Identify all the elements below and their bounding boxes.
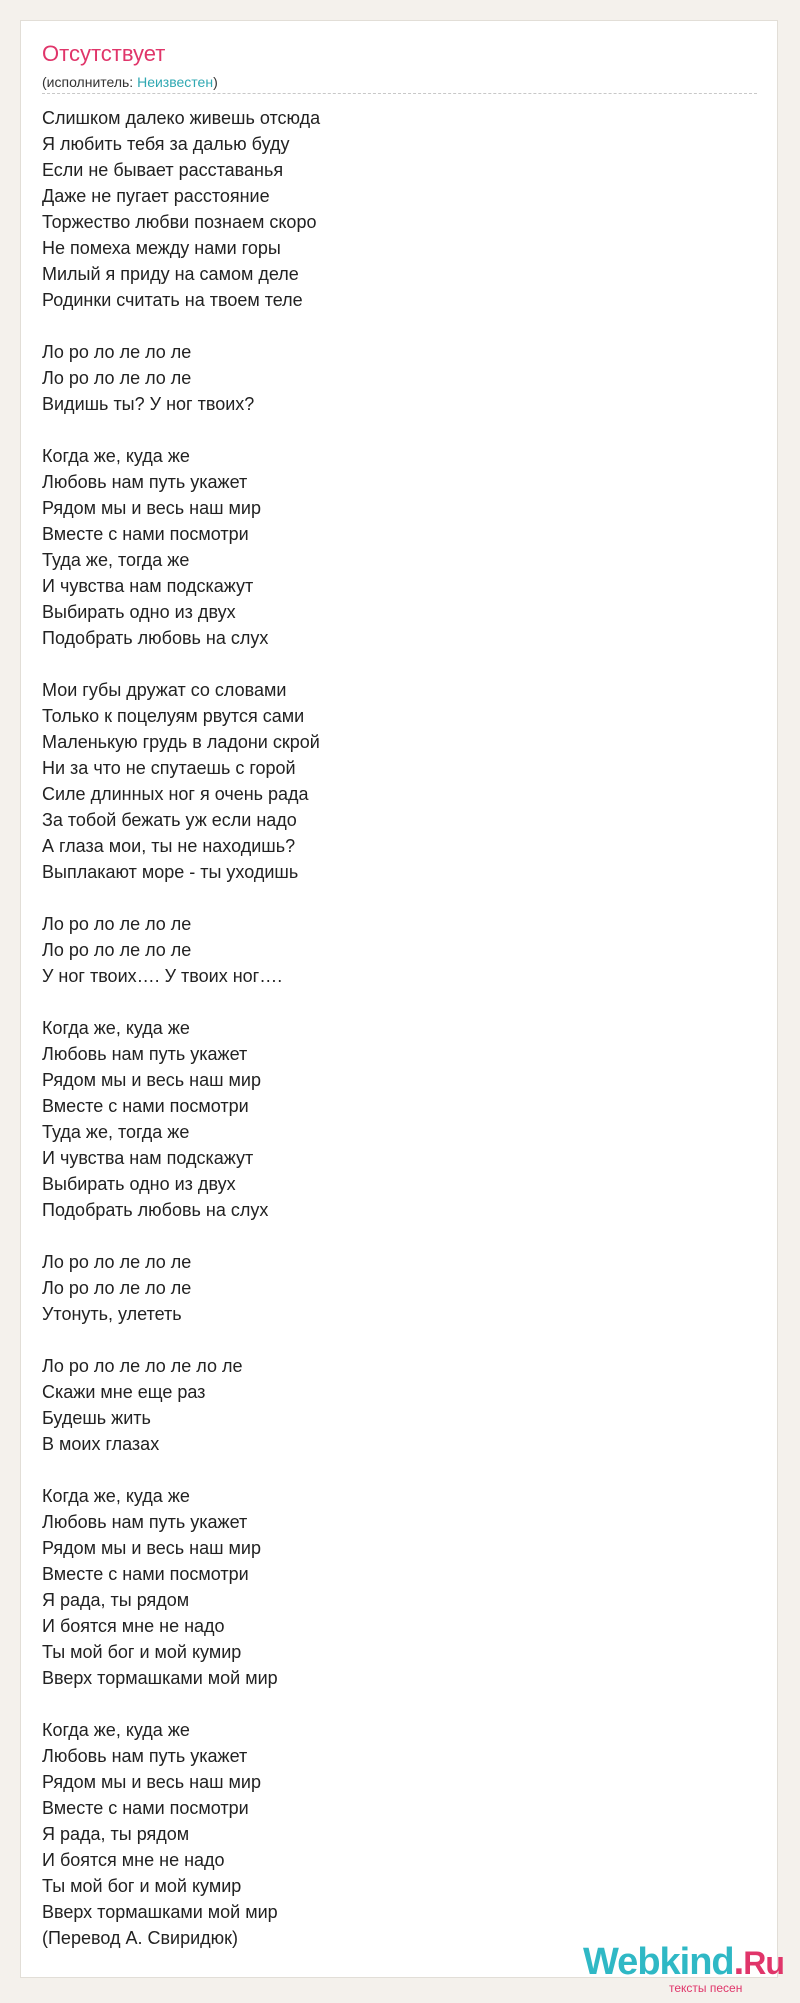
webkind-logo[interactable] [583,1943,791,2003]
lyrics-text: Слишком далеко живешь отсюда Я любить тебя за далью буду Если не бывает расставанья Даже не пугает расстояние Торжество любви познаем скоро Не помеха между нами горы Милый я приду на самом деле Родинки считать на твоем теле Ло ро ло ле ло ле Ло ро ло ле ло ле Видишь ты? У ног твоих? Когда же, куда же Любовь нам путь укажет Рядом мы и весь наш мир Вместе с нами посмотри Туда же, тогда же И чувства нам подскажут Выбирать одно из двух Подобрать любовь на слух Мои губы дружат со словами Только к поцелуям рвутся сами Маленькую грудь в ладони скрой Ни за что не спутаешь с горой Силе длинных ног я очень рада За тобой бежать уж если надо А глаза мои, ты не находишь? Выплакают море - ты уходишь Ло ро ло ле ло ле Ло ро ло ле ло ле У ног твоих…. У твоих ног…. Когда же, куда же Любовь нам путь укажет Рядом мы и весь наш мир Вместе с нами посмотри Туда же, тогда же И чувства нам подскажут Выбирать одно из двух Подобрать любовь на слух Ло ро ло ле ло ле Ло ро ло ле ло ле Утонуть, улететь Ло ро ло ле ло ле ло ле Скажи мне еще раз Будешь жить В моих глазах Когда же, куда же Любовь нам путь укажет Рядом мы и весь наш мир Вместе с нами посмотри Я рада, ты рядом И боятся мне не надо Ты мой бог и мой кумир Вверх тормашками мой мир Когда же, куда же Любовь нам путь укажет Рядом мы и весь наш мир Вместе с нами посмотри Я рада, ты рядом И боятся мне не надо Ты мой бог и мой кумир Вверх тормашками мой мир (Перевод А. Свиридюк) [42,108,321,1948]
artist-line [42,75,218,89]
logo-name: Webkind [583,1941,734,1983]
artist-suffix: ) [213,74,218,90]
logo-tagline: тексты песен [669,1981,743,1995]
logo-tld: Ru [743,1945,784,1981]
logo-wordmark [583,1943,784,1981]
song-title: Отсутствует [42,41,166,66]
dashed-divider [42,93,757,94]
lyrics-card [20,20,784,1995]
artist-link[interactable]: Неизвестен [137,74,214,90]
logo-dot: . [733,1941,744,1983]
artist-prefix: (исполнитель: [42,74,138,90]
